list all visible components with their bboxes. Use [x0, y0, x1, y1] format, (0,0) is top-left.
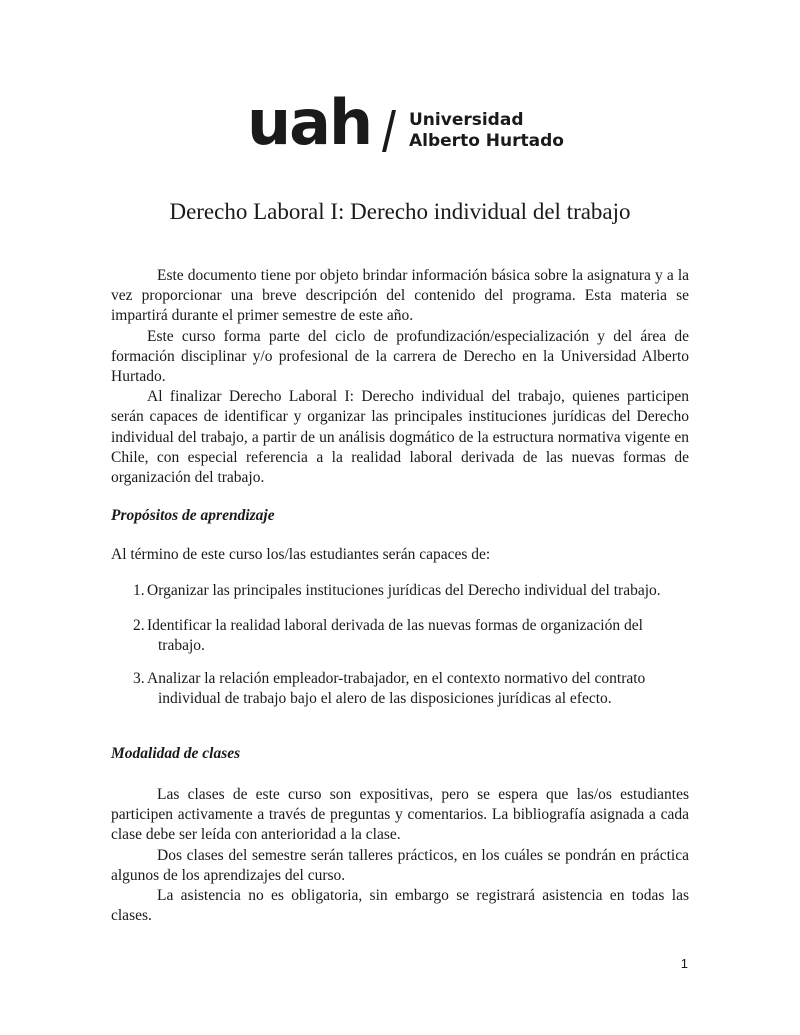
logo-name-line1: Universidad [409, 110, 524, 130]
purpose-item-number: 1. [133, 582, 145, 599]
page-number: 1 [680, 956, 688, 971]
modality-paragraph-2: Dos clases del semestre serán talleres prácticos, en los cuáles se pondrán en práctica algunos de los aprendizajes del curso. [111, 846, 689, 884]
purpose-item-number: 3. [133, 670, 145, 687]
purposes-lead: Al término de este curso los/las estudiantes serán capaces de: [111, 546, 491, 563]
purpose-item-text: Identificar la realidad laboral derivada de las nuevas formas de organización del [147, 617, 643, 634]
logo-slash-icon [382, 110, 396, 152]
intro-paragraph-3: Al finalizar Derecho Laboral I: Derecho individual del trabajo, quienes participen serán capaces de identificar y organizar las principales instituciones jurídicas del Derecho individual del trabajo, a partir de un análisis dogmático de la estructura normativa vigente en Chile, con especial referencia a la realidad laboral derivada de las nuevas formas de organización del trabajo. [111, 388, 689, 487]
purpose-item-text-continued: individual de trabajo bajo el alero de las disposiciones jurídicas al efecto. [158, 690, 612, 707]
modality-heading: Modalidad de clases [111, 745, 241, 762]
logo-name [409, 110, 564, 152]
intro-paragraph-1: Este documento tiene por objeto brindar información básica sobre la asignatura y a la vez proporcionar una breve descripción del contenido del programa. Esta materia se impartirá durante el primer semestre de este año. [111, 267, 689, 325]
university-logo [247, 86, 567, 159]
purposes-heading: Propósitos de aprendizaje [111, 507, 275, 524]
purpose-item-text: Analizar la relación empleador-trabajador, en el contexto normativo del contrato [147, 670, 646, 687]
purpose-item-3 [133, 669, 693, 709]
intro-section [111, 266, 689, 488]
purpose-item-text-continued: trabajo. [158, 637, 205, 654]
logo-mark: uah [247, 86, 372, 159]
document-title: Derecho Laboral I: Derecho individual del trabajo [169, 199, 631, 224]
logo-name-line2: Alberto Hurtado [409, 131, 564, 151]
modality-paragraph-3: La asistencia no es obligatoria, sin embargo se registrará asistencia en todas las clases. [111, 887, 689, 925]
purpose-item-number: 2. [133, 617, 145, 634]
purpose-item-text: Organizar las principales instituciones jurídicas del Derecho individual del trabajo. [147, 582, 661, 599]
intro-paragraph-2: Este curso forma parte del ciclo de profundización/especialización y del área de formación disciplinar y/o profesional de la carrera de Derecho en la Universidad Alberto Hurtado. [111, 327, 689, 386]
modality-section [111, 785, 689, 926]
modality-paragraph-1: Las clases de este curso son expositivas, pero se espera que las/os estudiantes participen activamente a través de preguntas y comentarios. La bibliografía asignada a cada clase debe ser leída con anterioridad a la clase. [111, 786, 689, 844]
purpose-item-1 [133, 581, 693, 601]
purpose-item-2 [133, 616, 693, 656]
